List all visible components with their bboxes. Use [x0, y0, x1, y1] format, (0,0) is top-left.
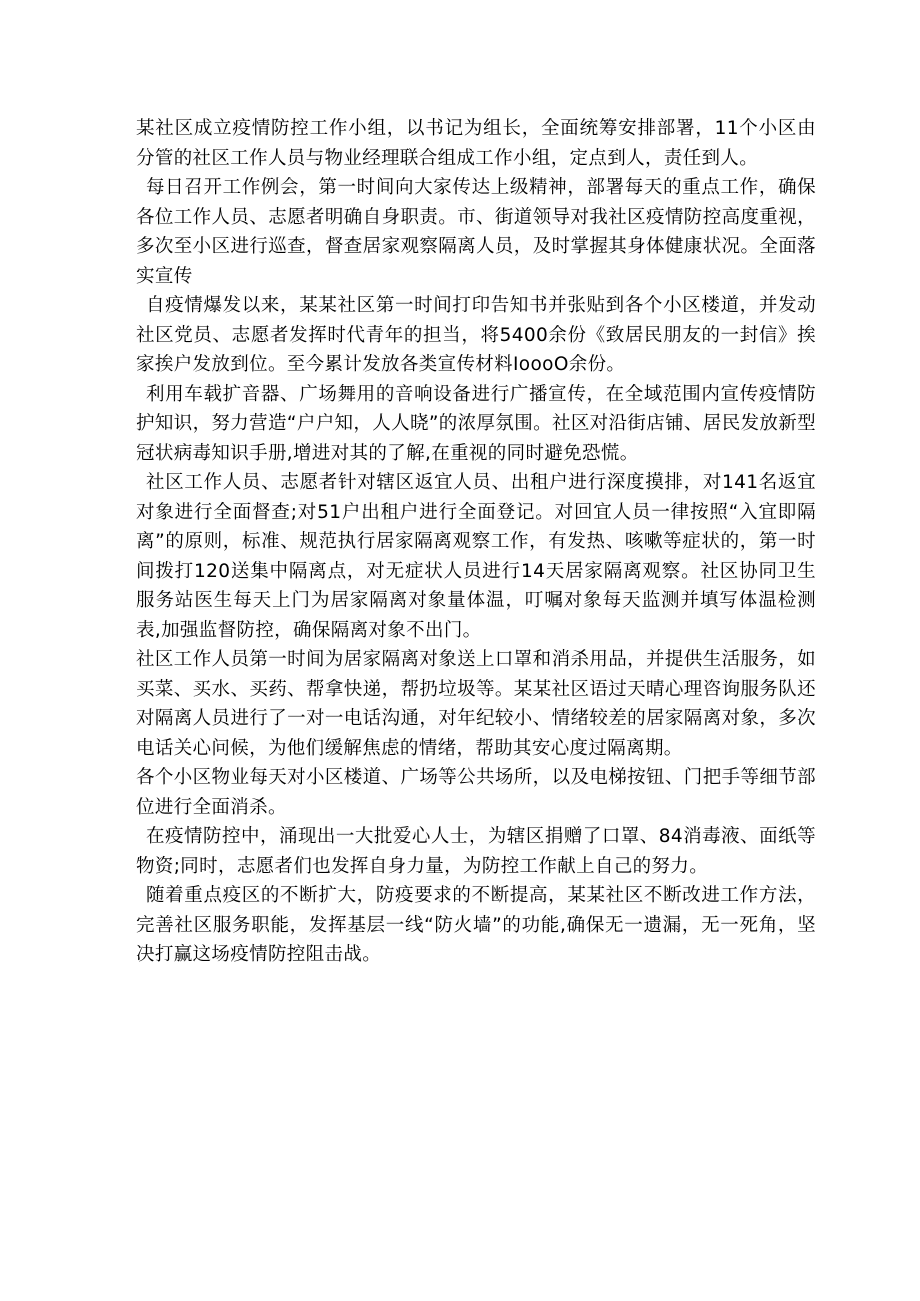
paragraph-daily-meeting: 每日召开工作例会，第一时间向大家传达上级精神，部署每天的重点工作，确保各位工作人员、志愿者明确自身职责。市、街道领导对我社区疫情防控高度重视，多次至小区进行巡查，督查居家观察隔离人员，及时掌握其身体健康状况。全面落实宣传: [136, 177, 816, 287]
paragraph-donations: 在疫情防控中，涌现出一大批爱心人士，为辖区捐赠了口罩、84消毒液、面纸等物资;同时，志愿者们也发挥自身力量，为防控工作献上自己的努力。: [136, 826, 816, 877]
paragraph-conclusion: 随着重点疫区的不断扩大，防疫要求的不断提高，某某社区不断改进工作方法，完善社区服务职能，发挥基层一线“防火墙”的功能,确保无一遗漏，无一死角，坚决打赢这场疫情防控阻击战。: [136, 885, 816, 965]
paragraph-broadcast: 利用车载扩音器、广场舞用的音响设备进行广播宣传，在全域范围内宣传疫情防护知识，努力营造“户户知，人人晓”的浓厚氛围。社区对沿街店铺、居民发放新型冠状病毒知识手册,增进对其的了解,在重视的同时避免恐慌。: [136, 383, 816, 464]
paragraph-services: 社区工作人员第一时间为居家隔离对象送上口罩和消杀用品，并提供生活服务，如买菜、买水、买药、帮拿快递，帮扔垃圾等。某某社区语过天晴心理咨询服务队还对隔离人员进行了一对一电话沟通，对年纪较小、情绪较差的居家隔离对象，多次电话关心问候，为他们缓解焦虑的情绪，帮助其安心度过隔离期。: [136, 649, 816, 759]
paragraph-organization: 某社区成立疫情防控工作小组，以书记为组长，全面统筹安排部署，11个小区由分管的社区工作人员与物业经理联合组成工作小组，定点到人，责任到人。: [136, 118, 816, 169]
document-body: [136, 114, 816, 970]
paragraph-notices: 自疫情爆发以来，某某社区第一时间打印告知书并张贴到各个小区楼道，并发动社区党员、志愿者发挥时代青年的担当，将5400余份《致居民朋友的一封信》挨家挨户发放到位。至今累计发放各类宣传材料IoooO余份。: [136, 295, 816, 375]
paragraph-disinfection: 各个小区物业每天对小区楼道、广场等公共场所，以及电梯按钮、门把手等细节部位进行全面消杀。: [136, 767, 816, 818]
paragraph-screening: 社区工作人员、志愿者针对辖区返宜人员、出租户进行深度摸排，对141名返宜对象进行全面督查;对51户出租户进行全面登记。对回宜人员一律按照“入宜即隔离”的原则，标准、规范执行居家隔离观察工作，有发热、咳嗽等症状的，第一时间拨打120送集中隔离点，对无症状人员进行14天居家隔离观察。社区协同卫生服务站医生每天上门为居家隔离对象量体温，叮嘱对象每天监测并填写体温检测表,加强监督防控，确保隔离对象不出门。: [136, 472, 816, 641]
